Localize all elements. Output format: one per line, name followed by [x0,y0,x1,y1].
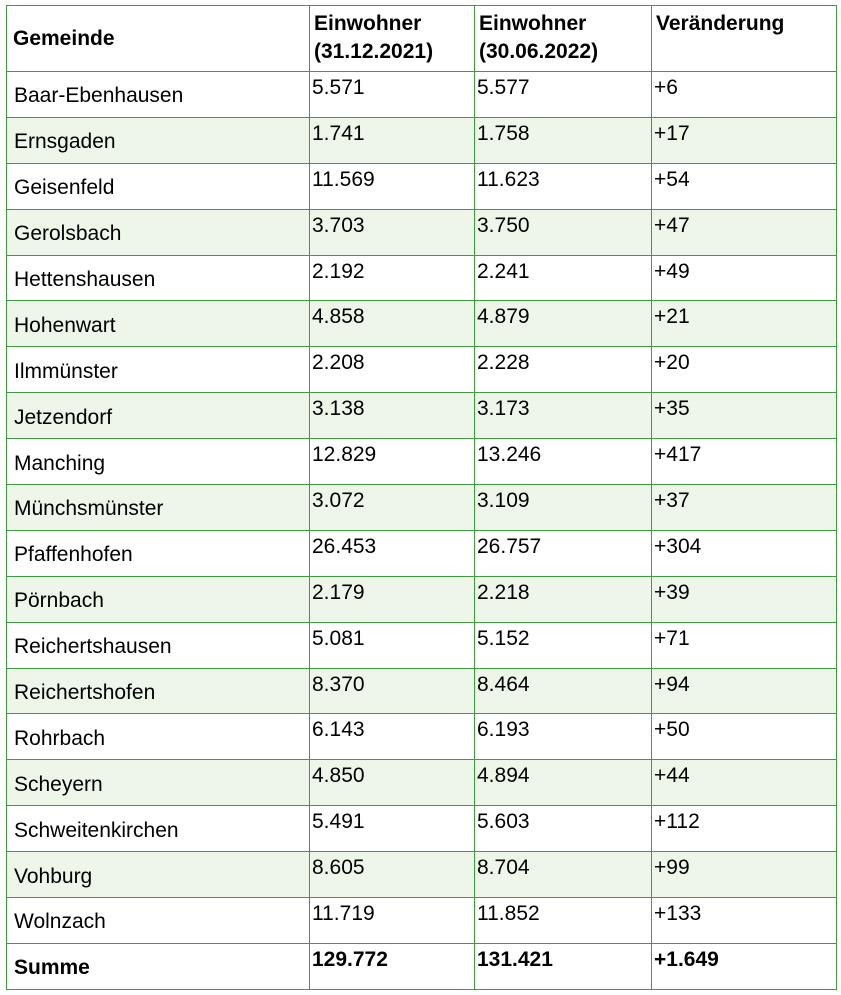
cell-gemeinde: Baar-Ebenhausen [7,72,310,118]
cell-einwohner-2021: 26.453 [310,530,475,576]
cell-einwohner-2021: 8.370 [310,668,475,714]
cell-veraenderung: +21 [652,301,837,347]
cell-einwohner-2022: 11.623 [475,163,652,209]
summary-e2022: 131.421 [475,943,652,989]
summary-change: +1.649 [652,943,837,989]
cell-einwohner-2022: 3.109 [475,485,652,531]
cell-einwohner-2022: 5.577 [475,72,652,118]
cell-einwohner-2022: 3.173 [475,393,652,439]
table-row [7,72,837,118]
cell-veraenderung: +50 [652,714,837,760]
cell-einwohner-2022: 8.464 [475,668,652,714]
cell-einwohner-2021: 2.179 [310,576,475,622]
table-row [7,301,837,347]
cell-veraenderung: +35 [652,393,837,439]
cell-gemeinde: Münchsmünster [7,485,310,531]
cell-einwohner-2022: 1.758 [475,117,652,163]
table-row [7,485,837,531]
cell-veraenderung: +133 [652,898,837,944]
cell-einwohner-2021: 1.741 [310,117,475,163]
header-einwohner-2022 [475,6,652,72]
table-body [7,72,837,944]
cell-einwohner-2021: 3.703 [310,209,475,255]
summary-e2021: 129.772 [310,943,475,989]
table-row [7,714,837,760]
cell-einwohner-2021: 8.605 [310,852,475,898]
cell-gemeinde: Wolnzach [7,898,310,944]
cell-veraenderung: +6 [652,72,837,118]
cell-einwohner-2021: 11.569 [310,163,475,209]
cell-gemeinde: Vohburg [7,852,310,898]
cell-veraenderung: +44 [652,760,837,806]
cell-einwohner-2022: 6.193 [475,714,652,760]
cell-veraenderung: +304 [652,530,837,576]
cell-einwohner-2022: 3.750 [475,209,652,255]
cell-einwohner-2022: 5.152 [475,622,652,668]
header-einwohner-2021-date: (31.12.2021) [314,40,434,63]
cell-einwohner-2022: 11.852 [475,898,652,944]
table-row [7,668,837,714]
cell-einwohner-2022: 4.894 [475,760,652,806]
table-row [7,530,837,576]
header-gemeinde: Gemeinde [7,6,310,72]
cell-gemeinde: Pörnbach [7,576,310,622]
cell-gemeinde: Jetzendorf [7,393,310,439]
header-einwohner-2022-label: Einwohner [479,12,587,35]
cell-gemeinde: Rohrbach [7,714,310,760]
cell-einwohner-2022: 13.246 [475,439,652,485]
cell-einwohner-2021: 3.072 [310,485,475,531]
cell-einwohner-2022: 2.241 [475,255,652,301]
population-table [6,5,837,990]
cell-gemeinde: Scheyern [7,760,310,806]
table-row [7,117,837,163]
cell-einwohner-2021: 5.081 [310,622,475,668]
cell-veraenderung: +71 [652,622,837,668]
cell-einwohner-2022: 4.879 [475,301,652,347]
cell-veraenderung: +417 [652,439,837,485]
table-row [7,209,837,255]
cell-einwohner-2021: 5.491 [310,806,475,852]
cell-gemeinde: Ilmmünster [7,347,310,393]
cell-einwohner-2022: 8.704 [475,852,652,898]
cell-veraenderung: +112 [652,806,837,852]
cell-einwohner-2021: 5.571 [310,72,475,118]
cell-gemeinde: Hohenwart [7,301,310,347]
table-row [7,347,837,393]
table-row [7,806,837,852]
cell-einwohner-2022: 2.218 [475,576,652,622]
summary-row [7,943,837,989]
table-row [7,576,837,622]
table-row [7,852,837,898]
cell-veraenderung: +39 [652,576,837,622]
cell-gemeinde: Reichertshofen [7,668,310,714]
table-header-row [7,6,837,72]
cell-einwohner-2021: 6.143 [310,714,475,760]
cell-veraenderung: +94 [652,668,837,714]
cell-veraenderung: +49 [652,255,837,301]
cell-einwohner-2021: 4.858 [310,301,475,347]
cell-einwohner-2022: 5.603 [475,806,652,852]
cell-veraenderung: +17 [652,117,837,163]
cell-gemeinde: Schweitenkirchen [7,806,310,852]
cell-einwohner-2021: 12.829 [310,439,475,485]
cell-einwohner-2021: 2.208 [310,347,475,393]
table-row [7,255,837,301]
cell-gemeinde: Pfaffenhofen [7,530,310,576]
cell-einwohner-2022: 2.228 [475,347,652,393]
cell-veraenderung: +20 [652,347,837,393]
header-einwohner-2021-label: Einwohner [314,12,422,35]
cell-veraenderung: +99 [652,852,837,898]
cell-gemeinde: Gerolsbach [7,209,310,255]
table-row [7,760,837,806]
table-row [7,439,837,485]
table-row [7,163,837,209]
cell-veraenderung: +54 [652,163,837,209]
cell-einwohner-2021: 4.850 [310,760,475,806]
cell-veraenderung: +47 [652,209,837,255]
cell-veraenderung: +37 [652,485,837,531]
cell-gemeinde: Manching [7,439,310,485]
cell-gemeinde: Geisenfeld [7,163,310,209]
cell-gemeinde: Ernsgaden [7,117,310,163]
cell-gemeinde: Reichertshausen [7,622,310,668]
table-row [7,393,837,439]
table-row [7,898,837,944]
header-veraenderung: Veränderung [652,6,837,72]
cell-einwohner-2021: 11.719 [310,898,475,944]
cell-einwohner-2021: 2.192 [310,255,475,301]
summary-label: Summe [7,943,310,989]
header-einwohner-2021 [310,6,475,72]
cell-einwohner-2022: 26.757 [475,530,652,576]
table-row [7,622,837,668]
cell-einwohner-2021: 3.138 [310,393,475,439]
cell-gemeinde: Hettenshausen [7,255,310,301]
header-einwohner-2022-date: (30.06.2022) [479,40,599,63]
